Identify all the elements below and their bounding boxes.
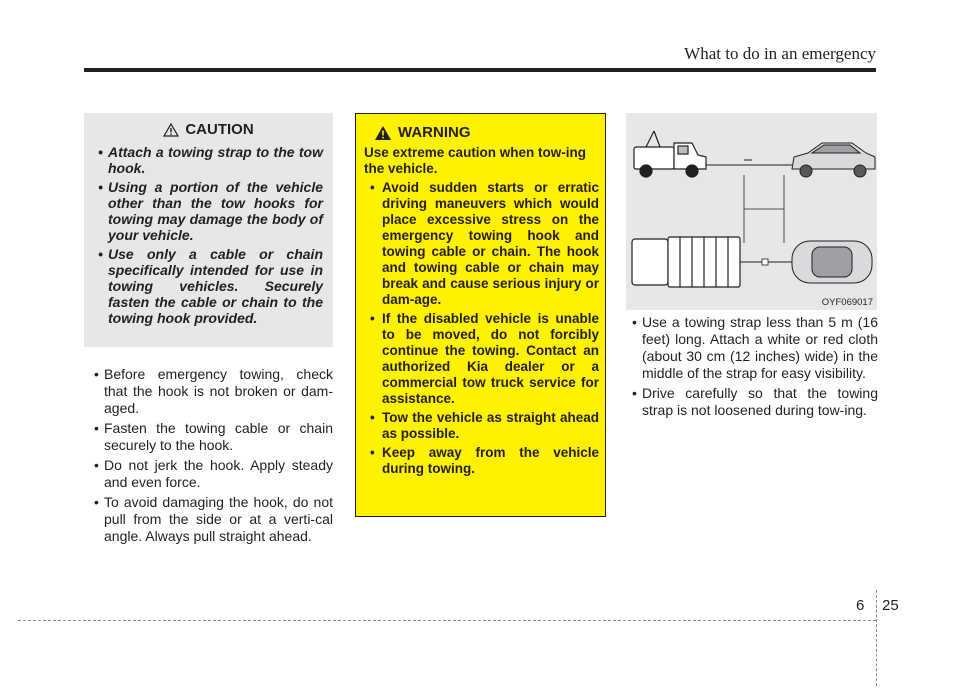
caution-item: • Use only a cable or chain specifically intended for use in towing vehicles. Securely fasten the cable or chain to the towing hook provided. bbox=[94, 246, 323, 326]
caution-title: CAUTION bbox=[185, 121, 254, 138]
page-number: 25 bbox=[882, 597, 899, 614]
towed-car-top bbox=[792, 241, 872, 283]
header-rule bbox=[84, 68, 876, 72]
footer-rule bbox=[18, 620, 876, 621]
warning-intro: Use extreme caution when tow-ing the vehicle. bbox=[364, 145, 587, 176]
chapter-number: 6 bbox=[856, 597, 865, 614]
right-column-text bbox=[624, 314, 878, 422]
warning-item: • Keep away from the vehicle during towing. bbox=[364, 445, 599, 477]
warning-list bbox=[364, 180, 599, 477]
list-item: • Do not jerk the hook. Apply steady and even force. bbox=[86, 457, 333, 491]
left-column-text bbox=[86, 366, 333, 548]
list-item: • Before emergency towing, check that the hook is not broken or dam-aged. bbox=[86, 366, 333, 417]
list-item: • Fasten the towing cable or chain securely to the hook. bbox=[86, 420, 333, 454]
list-item: • Drive carefully so that the towing strap is not loosened during tow-ing. bbox=[624, 385, 878, 419]
footer-divider bbox=[876, 590, 877, 686]
tow-truck-side bbox=[634, 131, 706, 177]
tow-truck-diagram bbox=[626, 113, 877, 310]
caution-box bbox=[84, 113, 333, 347]
towing-illustration bbox=[626, 113, 877, 310]
list-item: • Use a towing strap less than 5 m (16 feet) long. Attach a white or red cloth (about 30 cm (12 inches) wide) in the middle of the strap for easy visibility. bbox=[624, 314, 878, 382]
tow-truck-top bbox=[632, 237, 740, 287]
caution-list bbox=[94, 144, 323, 326]
towed-car-side bbox=[792, 143, 875, 177]
warning-triangle-icon bbox=[163, 123, 179, 137]
caution-item: • Attach a towing strap to the tow hook. bbox=[94, 144, 323, 176]
warning-item: • Avoid sudden starts or erratic driving maneuvers which would place excessive stress on the emergency towing hook and towing cable or chain. The hook and towing cable or chain may break and cause serious injury or dam-age. bbox=[364, 180, 599, 308]
warning-item: • If the disabled vehicle is unable to be moved, do not forcibly continue the towing. Contact an authorized Kia dealer or a commercial tow truck service for assistance. bbox=[364, 311, 599, 407]
caution-heading bbox=[94, 121, 323, 138]
warning-box bbox=[355, 113, 606, 517]
warning-triangle-icon bbox=[374, 125, 392, 141]
warning-title: WARNING bbox=[398, 124, 471, 141]
list-item: • To avoid damaging the hook, do not pull from the side or at a verti-cal angle. Always pull straight ahead. bbox=[86, 494, 333, 545]
figure-code: OYF069017 bbox=[821, 297, 873, 308]
warning-item: • Tow the vehicle as straight ahead as possible. bbox=[364, 410, 599, 442]
section-title: What to do in an emergency bbox=[684, 44, 876, 63]
warning-heading bbox=[374, 124, 599, 141]
caution-item: • Using a portion of the vehicle other than the tow hooks for towing may damage the body of your vehicle. bbox=[94, 179, 323, 243]
